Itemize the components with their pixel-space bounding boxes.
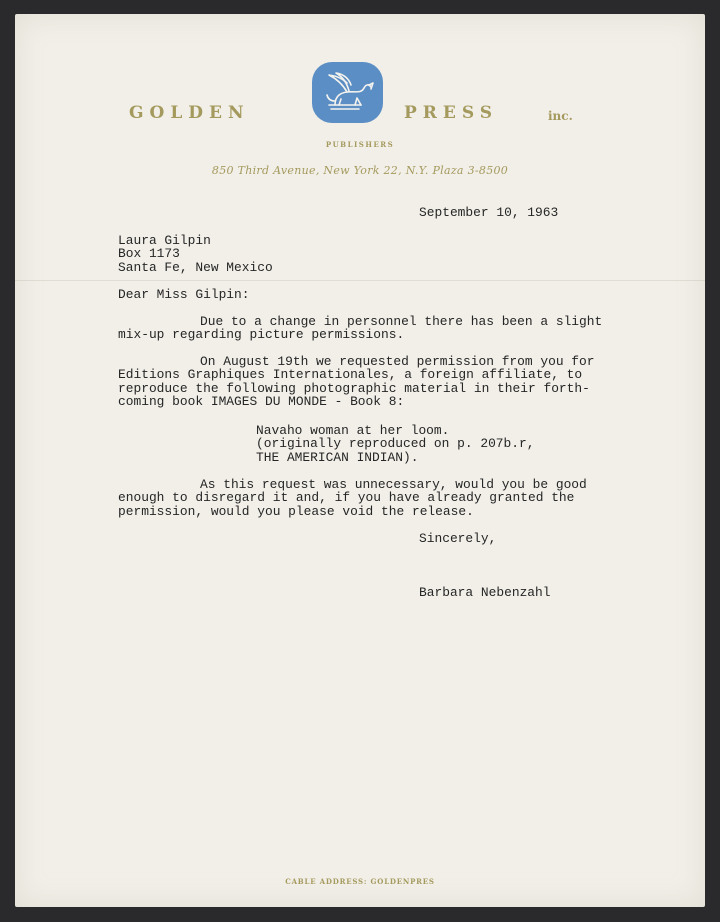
- letterhead-golden: GOLDEN: [129, 103, 250, 123]
- letter-sheet: [15, 14, 705, 907]
- paragraph-2: On August 19th we requested permission from you for Editions Graphiques Internationales, a foreign affiliate, to reproduce the following photographic material in their forth- coming book IMAGES DU MONDE - Book 8:: [118, 354, 595, 410]
- letterhead-address: 850 Third Avenue, New York 22, N.Y. Plaza 3-8500: [211, 164, 509, 177]
- letterhead-inc: inc.: [548, 109, 573, 123]
- paragraph-1: Due to a change in personnel there has been a slight mix-up regarding picture permissions.: [118, 314, 603, 343]
- letterhead-press: PRESS: [404, 103, 499, 123]
- signature-name: Barbara Nebenzahl: [419, 585, 551, 600]
- salutation: Dear Miss Gilpin:: [118, 287, 250, 302]
- letter-date: September 10, 1963: [419, 205, 559, 220]
- letterhead-division: PUBLISHERS: [325, 140, 395, 149]
- fold-line: [15, 280, 705, 281]
- griffin-icon: [311, 61, 384, 124]
- closing: Sincerely,: [419, 531, 497, 546]
- paragraph-3: As this request was unnecessary, would you be good enough to disregard it and, if you have already granted the permission, would you please void the release.: [118, 477, 587, 519]
- cable-address: CABLE ADDRESS: GOLDENPRES: [285, 877, 435, 886]
- recipient-block: Laura Gilpin Box 1173 Santa Fe, New Mexico: [118, 233, 273, 275]
- quoted-material: Navaho woman at her loom. (originally reproduced on p. 207b.r, THE AMERICAN INDIAN).: [256, 423, 535, 465]
